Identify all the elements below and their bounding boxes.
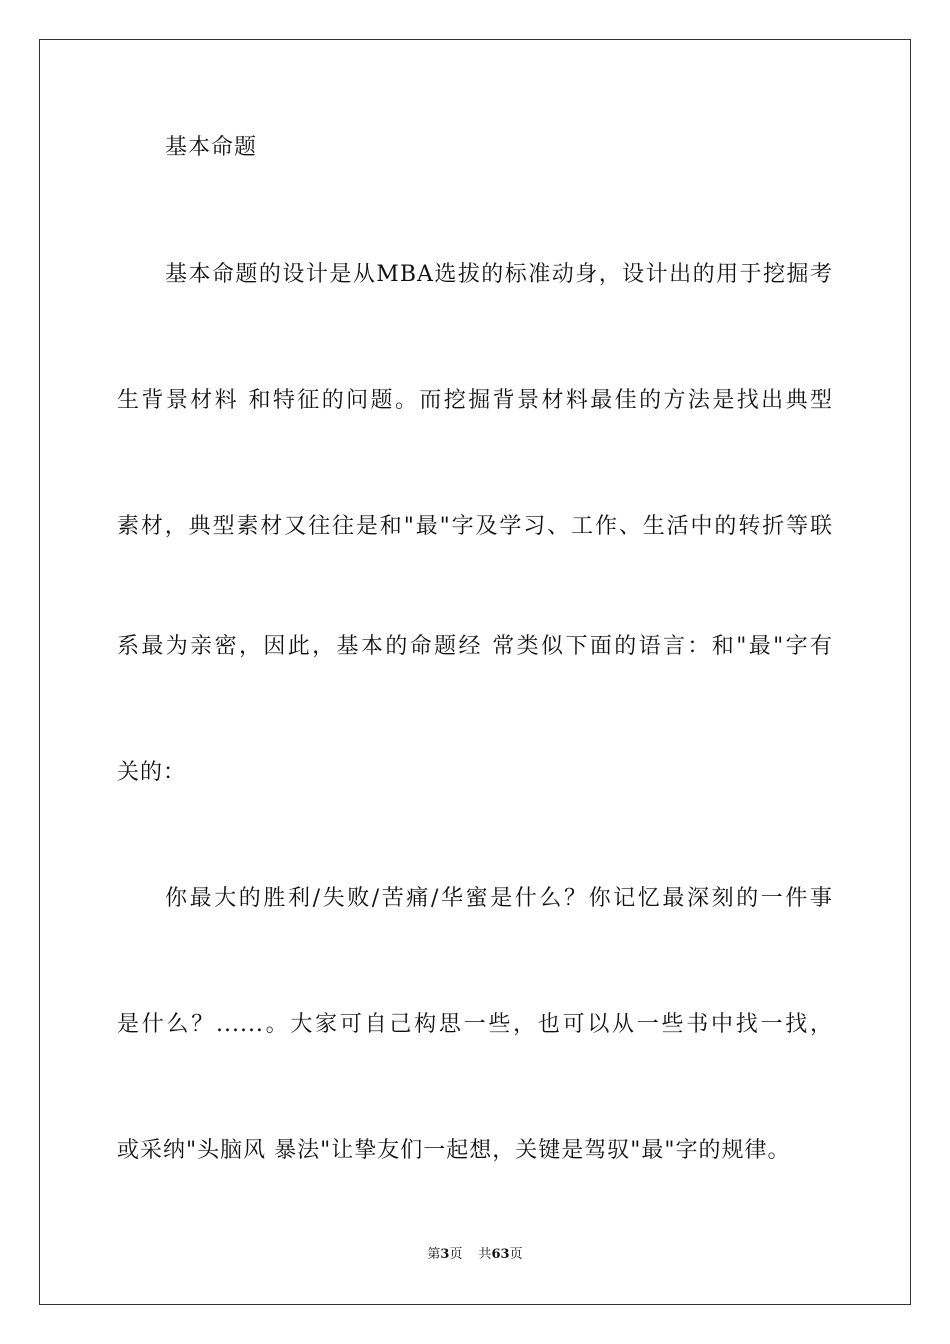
total-pages: 63 — [491, 1247, 510, 1262]
section-heading: 基本命题 — [165, 135, 258, 160]
total-suffix: 页 — [509, 1247, 523, 1262]
page-suffix: 页 — [449, 1247, 463, 1262]
paragraph-line-6: 你最大的胜利/失败/苦痛/华蜜是什么？你记忆最深刻的一件事 — [165, 886, 833, 911]
page-prefix: 第 — [427, 1247, 441, 1262]
paragraph-line-1: 基本命题的设计是从MBA选拔的标准动身，设计出的用于挖掘考 — [165, 262, 833, 287]
page-border — [39, 39, 911, 1305]
paragraph-line-7: 是什么？......。大家可自己构思一些，也可以从一些书中找一找， — [117, 1012, 833, 1037]
paragraph-line-2: 生背景材料 和特征的问题。而挖掘背景材料最佳的方法是找出典型 — [117, 388, 833, 413]
paragraph-line-8: 或采纳"头脑风 暴法"让挚友们一起想，关键是驾驭"最"字的规律。 — [117, 1138, 791, 1163]
page-number: 3 — [440, 1247, 450, 1262]
page-footer — [0, 1246, 950, 1264]
paragraph-line-3: 素材，典型素材又往往是和"最"字及学习、工作、生活中的转折等联 — [117, 514, 833, 539]
paragraph-line-5: 关的： — [117, 760, 187, 785]
paragraph-line-4: 系最为亲密，因此，基本的命题经 常类似下面的语言：和"最"字有 — [117, 634, 833, 659]
total-prefix: 共 — [478, 1247, 492, 1262]
